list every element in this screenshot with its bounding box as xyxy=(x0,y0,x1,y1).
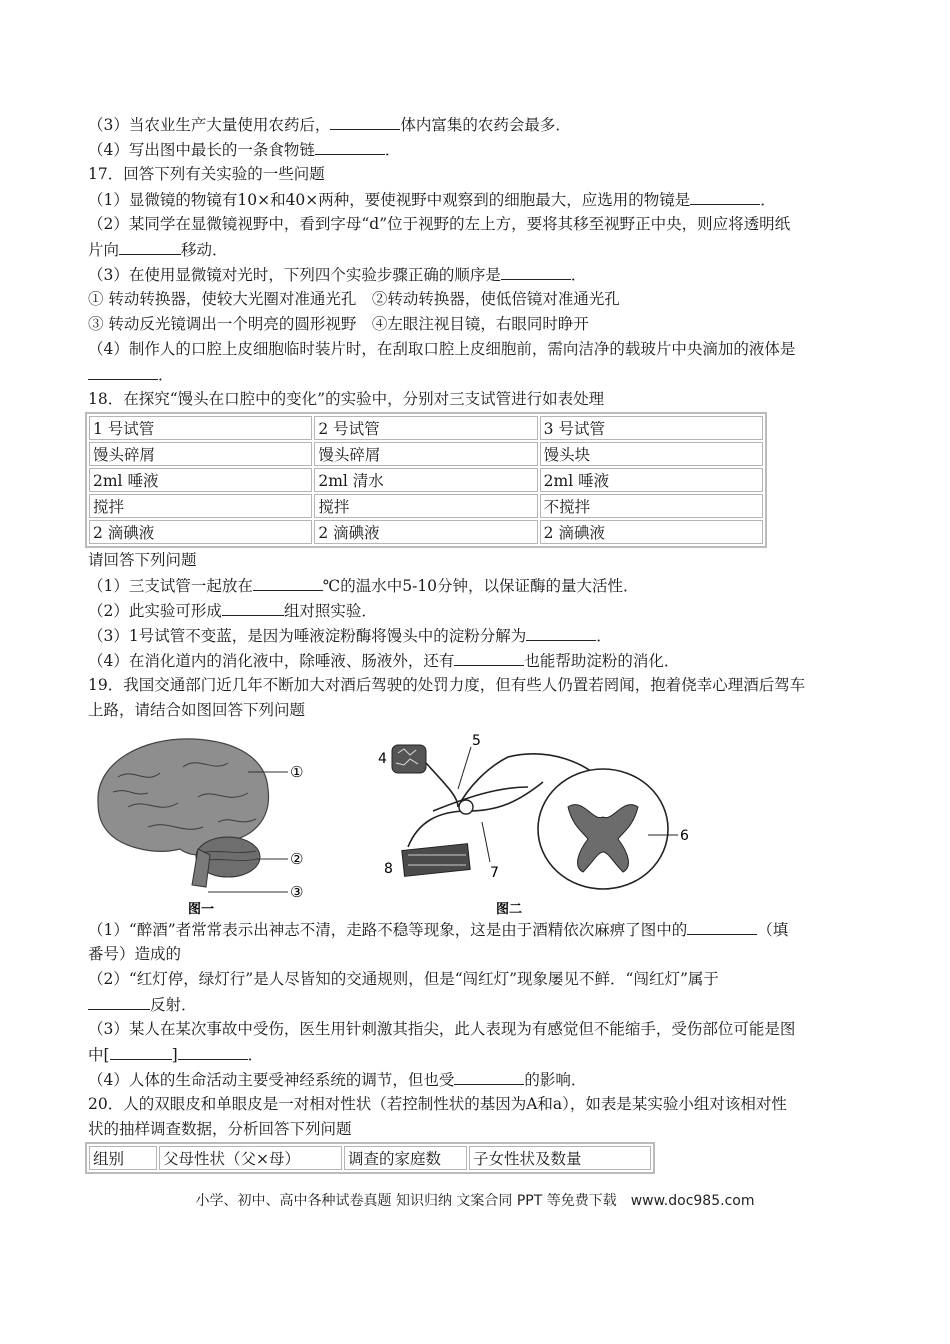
q17-part1: （1）显微镜的物镜有10×和40×两种，要使视野中观察到的细胞最大，应选用的物镜是 ． xyxy=(88,187,863,212)
table-cell: 不搅拌 xyxy=(540,494,763,518)
answer-blank[interactable] xyxy=(110,1042,172,1060)
label-7: 7 xyxy=(490,865,499,881)
table-cell: 2ml 唾液 xyxy=(540,468,763,492)
q17-part3: （3）在使用显微镜对光时，下列四个实验步骤正确的顺序是 ． xyxy=(88,262,863,287)
q17-part4-cont: ． xyxy=(88,362,863,387)
fig2-caption: 图二 xyxy=(496,902,523,917)
table-row xyxy=(89,494,763,518)
q20-table xyxy=(85,1142,655,1174)
table-cell: 2 号试管 xyxy=(314,416,537,440)
answer-blank[interactable] xyxy=(454,648,524,666)
page-footer: 小学、初中、高中各种试卷真题 知识归纳 文案合同 PPT 等免费下载 www.doc985.com xyxy=(195,1193,755,1209)
answer-blank[interactable] xyxy=(330,112,400,130)
q18-part4: （4）在消化道内的消化液中，除唾液、肠液外，还有 也能帮助淀粉的消化． xyxy=(88,648,863,673)
q18-ask: 请回答下列问题 xyxy=(88,551,197,569)
table-cell: 馒头碎屑 xyxy=(314,442,537,466)
answer-blank[interactable] xyxy=(690,187,760,205)
table-cell: 2ml 清水 xyxy=(314,468,537,492)
fig1-caption: 图一 xyxy=(188,902,215,917)
q18-part3: （3）1号试管不变蓝，是因为唾液淀粉酶将馒头中的淀粉分解为 ． xyxy=(88,623,863,648)
table-cell: 馒头碎屑 xyxy=(89,442,312,466)
label-4: 4 xyxy=(378,751,387,767)
brain-figure xyxy=(98,739,304,901)
table-header: 子女性状及数量 xyxy=(469,1146,651,1170)
q20-title-cont: 状的抽样调查数据，分析回答下列问题 xyxy=(88,1120,352,1138)
label-3: ③ xyxy=(290,883,304,901)
figures-svg xyxy=(88,727,708,917)
table-header: 调查的家庭数 xyxy=(344,1146,467,1170)
table-row xyxy=(89,520,763,544)
q18-table xyxy=(85,412,767,548)
q17-part2: （2）某同学在显微镜视野中，看到字母“d”位于视野的左上方，要将其移至视野正中央，则应将透明纸 xyxy=(88,215,791,233)
answer-blank[interactable] xyxy=(315,137,385,155)
table-cell: 3 号试管 xyxy=(540,416,763,440)
answer-blank[interactable] xyxy=(222,598,284,616)
answer-blank[interactable] xyxy=(454,1067,524,1085)
q18-part2: （2）此实验可形成 组对照实验． xyxy=(88,598,863,623)
q17-part2-cont: 片向 移动． xyxy=(88,237,863,262)
q19-part4: （4）人体的生命活动主要受神经系统的调节，但也受 的影响． xyxy=(88,1067,863,1092)
q17-option-b: ③ 转动反光镜调出一个明亮的圆形视野 ④左眼注视目镜，右眼同时睁开 xyxy=(88,315,589,333)
q20-title: 20．人的双眼皮和单眼皮是一对相对性状（若控制性状的基因为A和a），如表是某实验小组对该相对性 xyxy=(88,1095,787,1113)
q18-part1: （1）三支试管一起放在 ℃的温水中5-10分钟，以保证酶的量大活性． xyxy=(88,573,863,598)
q18-title: 18．在探究“馒头在口腔中的变化”的实验中，分别对三支试管进行如表处理 xyxy=(88,390,605,408)
label-8: 8 xyxy=(384,861,393,877)
q19-part1-cont: 番号）造成的 xyxy=(88,945,182,963)
table-cell: 2ml 唾液 xyxy=(89,468,312,492)
table-header: 组别 xyxy=(89,1146,157,1170)
q19-part3-cont: 中[ ] ． xyxy=(88,1042,863,1067)
label-1: ① xyxy=(290,763,304,781)
q16-part4: （4）写出图中最长的一条食物链 ． xyxy=(88,137,863,162)
q19-title-cont: 上路，请结合如图回答下列问题 xyxy=(88,701,306,719)
table-cell: 馒头块 xyxy=(540,442,763,466)
answer-blank[interactable] xyxy=(119,237,181,255)
answer-blank[interactable] xyxy=(526,623,596,641)
q17-title: 17．回答下列有关实验的一些问题 xyxy=(88,165,325,183)
table-cell: 搅拌 xyxy=(89,494,312,518)
table-cell: 2 滴碘液 xyxy=(540,520,763,544)
q17-part4: （4）制作人的口腔上皮细胞临时装片时，在刮取口腔上皮细胞前，需向洁净的载玻片中央滴加的液体是 xyxy=(88,340,796,358)
answer-blank[interactable] xyxy=(253,573,323,591)
table-cell: 1 号试管 xyxy=(89,416,312,440)
table-cell: 搅拌 xyxy=(314,494,537,518)
answer-blank[interactable] xyxy=(501,262,571,280)
table-cell: 2 滴碘液 xyxy=(89,520,312,544)
label-6: 6 xyxy=(680,828,689,844)
q19-part2: （2）“红灯停，绿灯行”是人尽皆知的交通规则，但是“闯红灯”现象屡见不鲜．“闯红灯”属于 xyxy=(88,970,719,988)
q19-part1: （1）“醉酒”者常常表示出神志不清，走路不稳等现象，这是由于酒精依次麻痹了图中的 （填 xyxy=(88,917,863,942)
table-row xyxy=(89,468,763,492)
q17-option-a: ① 转动转换器，使较大光圈对准通光孔 ②转动转换器，使低倍镜对准通光孔 xyxy=(88,290,620,308)
table-row xyxy=(89,1146,651,1170)
answer-blank[interactable] xyxy=(178,1042,248,1060)
answer-blank[interactable] xyxy=(687,917,757,935)
reflex-arc-figure xyxy=(378,733,689,889)
answer-blank[interactable] xyxy=(88,362,158,380)
label-5: 5 xyxy=(472,733,481,749)
label-2: ② xyxy=(290,850,304,868)
q19-title: 19．我国交通部门近几年不断加大对酒后驾驶的处罚力度，但有些人仍置若罔闻，抱着侥幸心理酒后驾车 xyxy=(88,676,806,694)
q19-part3: （3）某人在某次事故中受伤，医生用针刺激其指尖，此人表现为有感觉但不能缩手，受伤部位可能是图 xyxy=(88,1020,796,1038)
table-header: 父母性状（父×母） xyxy=(159,1146,342,1170)
q16-part3: （3）当农业生产大量使用农药后， 体内富集的农药会最多． xyxy=(88,112,863,137)
q19-part2-cont: 反射． xyxy=(88,992,863,1017)
answer-blank[interactable] xyxy=(88,992,150,1010)
q19-figures xyxy=(88,727,863,917)
document-page xyxy=(88,112,863,1174)
table-cell: 2 滴碘液 xyxy=(314,520,537,544)
table-row xyxy=(89,442,763,466)
table-row xyxy=(89,416,763,440)
